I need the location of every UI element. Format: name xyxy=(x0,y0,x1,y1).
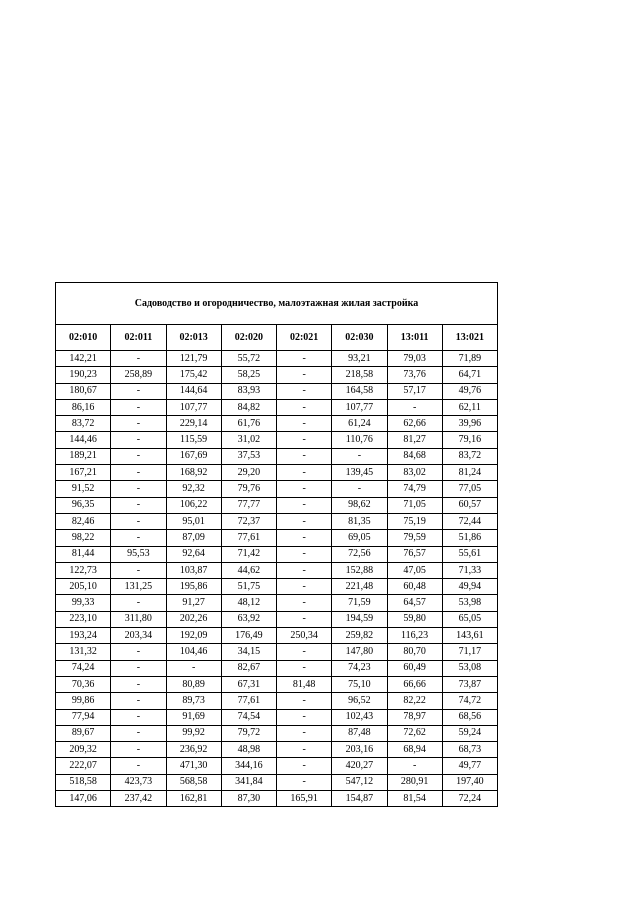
table-cell: 55,61 xyxy=(442,546,497,562)
table-cell: 71,42 xyxy=(221,546,276,562)
table-row xyxy=(56,676,498,692)
table-cell: - xyxy=(111,465,166,481)
table-cell: - xyxy=(111,383,166,399)
table-cell: 53,98 xyxy=(442,595,497,611)
table-cell: 250,34 xyxy=(277,628,332,644)
table-row xyxy=(56,774,498,790)
table-cell: 180,67 xyxy=(56,383,111,399)
table-cell: 74,23 xyxy=(332,660,387,676)
table-cell: - xyxy=(277,693,332,709)
table-cell: 164,58 xyxy=(332,383,387,399)
table-cell: 203,16 xyxy=(332,742,387,758)
table-row xyxy=(56,546,498,562)
table-cell: - xyxy=(277,351,332,367)
table-cell: - xyxy=(277,383,332,399)
table-cell: 144,46 xyxy=(56,432,111,448)
table-cell: 518,58 xyxy=(56,774,111,790)
table-cell: - xyxy=(277,774,332,790)
table-cell: 37,53 xyxy=(221,448,276,464)
table-cell: 98,22 xyxy=(56,530,111,546)
table-cell: 68,56 xyxy=(442,709,497,725)
table-cell: 122,73 xyxy=(56,562,111,578)
table-cell: 67,31 xyxy=(221,676,276,692)
table-row xyxy=(56,497,498,513)
table-cell: - xyxy=(277,399,332,415)
column-header: 02:021 xyxy=(277,325,332,351)
table-cell: 152,88 xyxy=(332,562,387,578)
table-row xyxy=(56,595,498,611)
table-row xyxy=(56,465,498,481)
table-cell: 237,42 xyxy=(111,791,166,807)
table-cell: - xyxy=(277,611,332,627)
table-row xyxy=(56,709,498,725)
table-cell: 87,30 xyxy=(221,791,276,807)
table-cell: 102,43 xyxy=(332,709,387,725)
table-cell: - xyxy=(277,367,332,383)
table-cell: - xyxy=(111,725,166,741)
table-cell: 53,08 xyxy=(442,660,497,676)
column-header: 13:021 xyxy=(442,325,497,351)
table-cell: 107,77 xyxy=(166,399,221,415)
table-cell: 79,16 xyxy=(442,432,497,448)
table-cell: - xyxy=(277,562,332,578)
table-cell: 74,54 xyxy=(221,709,276,725)
table-cell: 280,91 xyxy=(387,774,442,790)
table-cell: - xyxy=(277,660,332,676)
table-row xyxy=(56,530,498,546)
table-cell: - xyxy=(277,432,332,448)
column-header: 13:011 xyxy=(387,325,442,351)
table-cell: 55,72 xyxy=(221,351,276,367)
table-cell: 121,79 xyxy=(166,351,221,367)
table-cell: 154,87 xyxy=(332,791,387,807)
table-cell: 68,73 xyxy=(442,742,497,758)
table-row xyxy=(56,416,498,432)
table-cell: 73,76 xyxy=(387,367,442,383)
table-cell: 81,54 xyxy=(387,791,442,807)
table-cell: 190,23 xyxy=(56,367,111,383)
table-cell: 87,09 xyxy=(166,530,221,546)
table-cell: 75,19 xyxy=(387,513,442,529)
table-cell: 92,64 xyxy=(166,546,221,562)
table-cell: - xyxy=(166,660,221,676)
table-cell: - xyxy=(111,351,166,367)
table-cell: 107,77 xyxy=(332,399,387,415)
column-header: 02:011 xyxy=(111,325,166,351)
table-cell: 61,76 xyxy=(221,416,276,432)
table-cell: 218,58 xyxy=(332,367,387,383)
table-cell: 71,33 xyxy=(442,562,497,578)
table-cell: 168,92 xyxy=(166,465,221,481)
table-row xyxy=(56,481,498,497)
table-cell: 131,32 xyxy=(56,644,111,660)
table-cell: 71,89 xyxy=(442,351,497,367)
column-header: 02:010 xyxy=(56,325,111,351)
table-cell: 79,59 xyxy=(387,530,442,546)
table-cell: 344,16 xyxy=(221,758,276,774)
column-header: 02:020 xyxy=(221,325,276,351)
table-cell: 83,72 xyxy=(442,448,497,464)
table-cell: 81,35 xyxy=(332,513,387,529)
table-cell: - xyxy=(277,579,332,595)
table-row xyxy=(56,579,498,595)
table-cell: 95,01 xyxy=(166,513,221,529)
table-cell: 77,61 xyxy=(221,693,276,709)
table-cell: 83,72 xyxy=(56,416,111,432)
table-cell: 259,82 xyxy=(332,628,387,644)
table-cell: - xyxy=(111,676,166,692)
table-cell: - xyxy=(111,416,166,432)
table-cell: - xyxy=(332,481,387,497)
table-cell: 81,24 xyxy=(442,465,497,481)
table-cell: 98,62 xyxy=(332,497,387,513)
table-cell: 547,12 xyxy=(332,774,387,790)
table-cell: 91,27 xyxy=(166,595,221,611)
table-cell: 77,05 xyxy=(442,481,497,497)
table-cell: 131,25 xyxy=(111,579,166,595)
table-cell: 84,68 xyxy=(387,448,442,464)
column-header: 02:013 xyxy=(166,325,221,351)
table-cell: 258,89 xyxy=(111,367,166,383)
table-cell: 59,80 xyxy=(387,611,442,627)
table-cell: 80,70 xyxy=(387,644,442,660)
table-cell: 68,94 xyxy=(387,742,442,758)
table-cell: 341,84 xyxy=(221,774,276,790)
table-cell: 44,62 xyxy=(221,562,276,578)
table-cell: 91,52 xyxy=(56,481,111,497)
table-row xyxy=(56,742,498,758)
table-cell: 110,76 xyxy=(332,432,387,448)
table-row xyxy=(56,399,498,415)
table-cell: 139,45 xyxy=(332,465,387,481)
table-cell: - xyxy=(277,465,332,481)
table-cell: - xyxy=(277,513,332,529)
table-cell: 77,61 xyxy=(221,530,276,546)
table-cell: - xyxy=(277,416,332,432)
table-cell: 64,71 xyxy=(442,367,497,383)
table-cell: - xyxy=(277,644,332,660)
table-cell: 115,59 xyxy=(166,432,221,448)
table-cell: 221,48 xyxy=(332,579,387,595)
table-cell: 83,02 xyxy=(387,465,442,481)
table-cell: 236,92 xyxy=(166,742,221,758)
table-cell: 49,94 xyxy=(442,579,497,595)
table-cell: 75,10 xyxy=(332,676,387,692)
table-cell: - xyxy=(111,709,166,725)
table-cell: - xyxy=(111,530,166,546)
table-body xyxy=(56,351,498,807)
table-cell: - xyxy=(277,530,332,546)
table-cell: - xyxy=(111,660,166,676)
table-cell: 64,57 xyxy=(387,595,442,611)
table-cell: 79,72 xyxy=(221,725,276,741)
table-cell: 103,87 xyxy=(166,562,221,578)
table-row xyxy=(56,660,498,676)
table-cell: 74,79 xyxy=(387,481,442,497)
table-cell: 34,15 xyxy=(221,644,276,660)
table-cell: 195,86 xyxy=(166,579,221,595)
table-cell: 86,16 xyxy=(56,399,111,415)
table-cell: 31,02 xyxy=(221,432,276,448)
table-row xyxy=(56,628,498,644)
table-cell: 48,98 xyxy=(221,742,276,758)
table-cell: 175,42 xyxy=(166,367,221,383)
table-cell: - xyxy=(387,758,442,774)
table-cell: 116,23 xyxy=(387,628,442,644)
table-row xyxy=(56,367,498,383)
table-row xyxy=(56,448,498,464)
table-cell: 66,66 xyxy=(387,676,442,692)
table-cell: - xyxy=(277,595,332,611)
table-cell: 65,05 xyxy=(442,611,497,627)
table-cell: 192,09 xyxy=(166,628,221,644)
table-cell: 72,37 xyxy=(221,513,276,529)
table-cell: - xyxy=(111,513,166,529)
table-cell: 72,44 xyxy=(442,513,497,529)
table-cell: 143,61 xyxy=(442,628,497,644)
table-cell: 82,22 xyxy=(387,693,442,709)
table-cell: - xyxy=(111,758,166,774)
table-cell: 77,94 xyxy=(56,709,111,725)
table-cell: - xyxy=(111,448,166,464)
table-cell: - xyxy=(277,448,332,464)
table-cell: 162,81 xyxy=(166,791,221,807)
table-cell: - xyxy=(332,448,387,464)
table-cell: 99,86 xyxy=(56,693,111,709)
table-cell: 202,26 xyxy=(166,611,221,627)
table-cell: 99,92 xyxy=(166,725,221,741)
table-cell: 93,21 xyxy=(332,351,387,367)
table-cell: 76,57 xyxy=(387,546,442,562)
table-cell: - xyxy=(111,562,166,578)
table-cell: - xyxy=(277,481,332,497)
table-cell: - xyxy=(111,595,166,611)
table-cell: 229,14 xyxy=(166,416,221,432)
table-cell: 71,59 xyxy=(332,595,387,611)
column-header: 02:030 xyxy=(332,325,387,351)
table-cell: 51,75 xyxy=(221,579,276,595)
table-cell: 96,52 xyxy=(332,693,387,709)
table-cell: 58,25 xyxy=(221,367,276,383)
table-cell: 147,06 xyxy=(56,791,111,807)
table-cell: 48,12 xyxy=(221,595,276,611)
table-cell: 84,82 xyxy=(221,399,276,415)
table-cell: 47,05 xyxy=(387,562,442,578)
table-cell: 167,69 xyxy=(166,448,221,464)
table-cell: 197,40 xyxy=(442,774,497,790)
table-cell: 423,73 xyxy=(111,774,166,790)
table-cell: 471,30 xyxy=(166,758,221,774)
table-cell: 167,21 xyxy=(56,465,111,481)
table-cell: 79,76 xyxy=(221,481,276,497)
table-cell: 81,48 xyxy=(277,676,332,692)
table-cell: - xyxy=(277,758,332,774)
table-cell: - xyxy=(277,742,332,758)
table-cell: 144,64 xyxy=(166,383,221,399)
table-row xyxy=(56,432,498,448)
table-cell: 99,33 xyxy=(56,595,111,611)
table-cell: 205,10 xyxy=(56,579,111,595)
table-cell: 71,17 xyxy=(442,644,497,660)
table-cell: 81,27 xyxy=(387,432,442,448)
table-cell: 568,58 xyxy=(166,774,221,790)
table-cell: - xyxy=(277,546,332,562)
table-row xyxy=(56,351,498,367)
table-cell: 80,89 xyxy=(166,676,221,692)
table-cell: - xyxy=(277,725,332,741)
table-cell: 62,11 xyxy=(442,399,497,415)
table-cell: - xyxy=(111,399,166,415)
table-cell: 95,53 xyxy=(111,546,166,562)
table-cell: 69,05 xyxy=(332,530,387,546)
table-title: Садоводство и огородничество, малоэтажная жилая застройка xyxy=(56,283,498,325)
table-cell: 59,24 xyxy=(442,725,497,741)
table-cell: - xyxy=(277,497,332,513)
table-cell: 29,20 xyxy=(221,465,276,481)
table-cell: 222,07 xyxy=(56,758,111,774)
table-cell: 223,10 xyxy=(56,611,111,627)
table-cell: 209,32 xyxy=(56,742,111,758)
table-cell: 39,96 xyxy=(442,416,497,432)
table-cell: 72,56 xyxy=(332,546,387,562)
table-cell: 81,44 xyxy=(56,546,111,562)
table-cell: 78,97 xyxy=(387,709,442,725)
table-cell: 420,27 xyxy=(332,758,387,774)
table-cell: 49,76 xyxy=(442,383,497,399)
table-cell: 193,24 xyxy=(56,628,111,644)
table-cell: 147,80 xyxy=(332,644,387,660)
table-cell: 62,66 xyxy=(387,416,442,432)
table-cell: 72,62 xyxy=(387,725,442,741)
table-cell: 91,69 xyxy=(166,709,221,725)
table-cell: 74,24 xyxy=(56,660,111,676)
table-cell: 96,35 xyxy=(56,497,111,513)
data-table xyxy=(55,282,498,807)
table-cell: 70,36 xyxy=(56,676,111,692)
table-cell: 72,24 xyxy=(442,791,497,807)
table-row xyxy=(56,791,498,807)
table-cell: 194,59 xyxy=(332,611,387,627)
table-cell: - xyxy=(111,497,166,513)
table-cell: 106,22 xyxy=(166,497,221,513)
table-cell: 189,21 xyxy=(56,448,111,464)
table-row xyxy=(56,693,498,709)
table-cell: 89,67 xyxy=(56,725,111,741)
table-cell: - xyxy=(111,693,166,709)
table-cell: 89,73 xyxy=(166,693,221,709)
table-cell: 61,24 xyxy=(332,416,387,432)
table-row xyxy=(56,644,498,660)
table-cell: - xyxy=(111,432,166,448)
table-cell: 79,03 xyxy=(387,351,442,367)
table-cell: - xyxy=(111,644,166,660)
table-cell: - xyxy=(111,481,166,497)
table-cell: 60,48 xyxy=(387,579,442,595)
table-cell: 83,93 xyxy=(221,383,276,399)
table-cell: 87,48 xyxy=(332,725,387,741)
table-cell: 51,86 xyxy=(442,530,497,546)
table-cell: 82,46 xyxy=(56,513,111,529)
table-cell: 60,49 xyxy=(387,660,442,676)
table-cell: 71,05 xyxy=(387,497,442,513)
table-cell: 49,77 xyxy=(442,758,497,774)
table-cell: 142,21 xyxy=(56,351,111,367)
table-cell: 73,87 xyxy=(442,676,497,692)
table-cell: 176,49 xyxy=(221,628,276,644)
table-row xyxy=(56,758,498,774)
table-cell: 74,72 xyxy=(442,693,497,709)
table-row xyxy=(56,611,498,627)
table-row xyxy=(56,383,498,399)
table-cell: 104,46 xyxy=(166,644,221,660)
table-cell: 165,91 xyxy=(277,791,332,807)
table-cell: 60,57 xyxy=(442,497,497,513)
table-cell: 57,17 xyxy=(387,383,442,399)
table-cell: 92,32 xyxy=(166,481,221,497)
table-cell: 82,67 xyxy=(221,660,276,676)
header-row xyxy=(56,325,498,351)
table-cell: - xyxy=(111,742,166,758)
table-cell: 63,92 xyxy=(221,611,276,627)
table-row xyxy=(56,513,498,529)
table-row xyxy=(56,725,498,741)
table-cell: 203,34 xyxy=(111,628,166,644)
table-cell: 77,77 xyxy=(221,497,276,513)
table-cell: - xyxy=(277,709,332,725)
table-cell: - xyxy=(387,399,442,415)
table-cell: 311,80 xyxy=(111,611,166,627)
table-row xyxy=(56,562,498,578)
